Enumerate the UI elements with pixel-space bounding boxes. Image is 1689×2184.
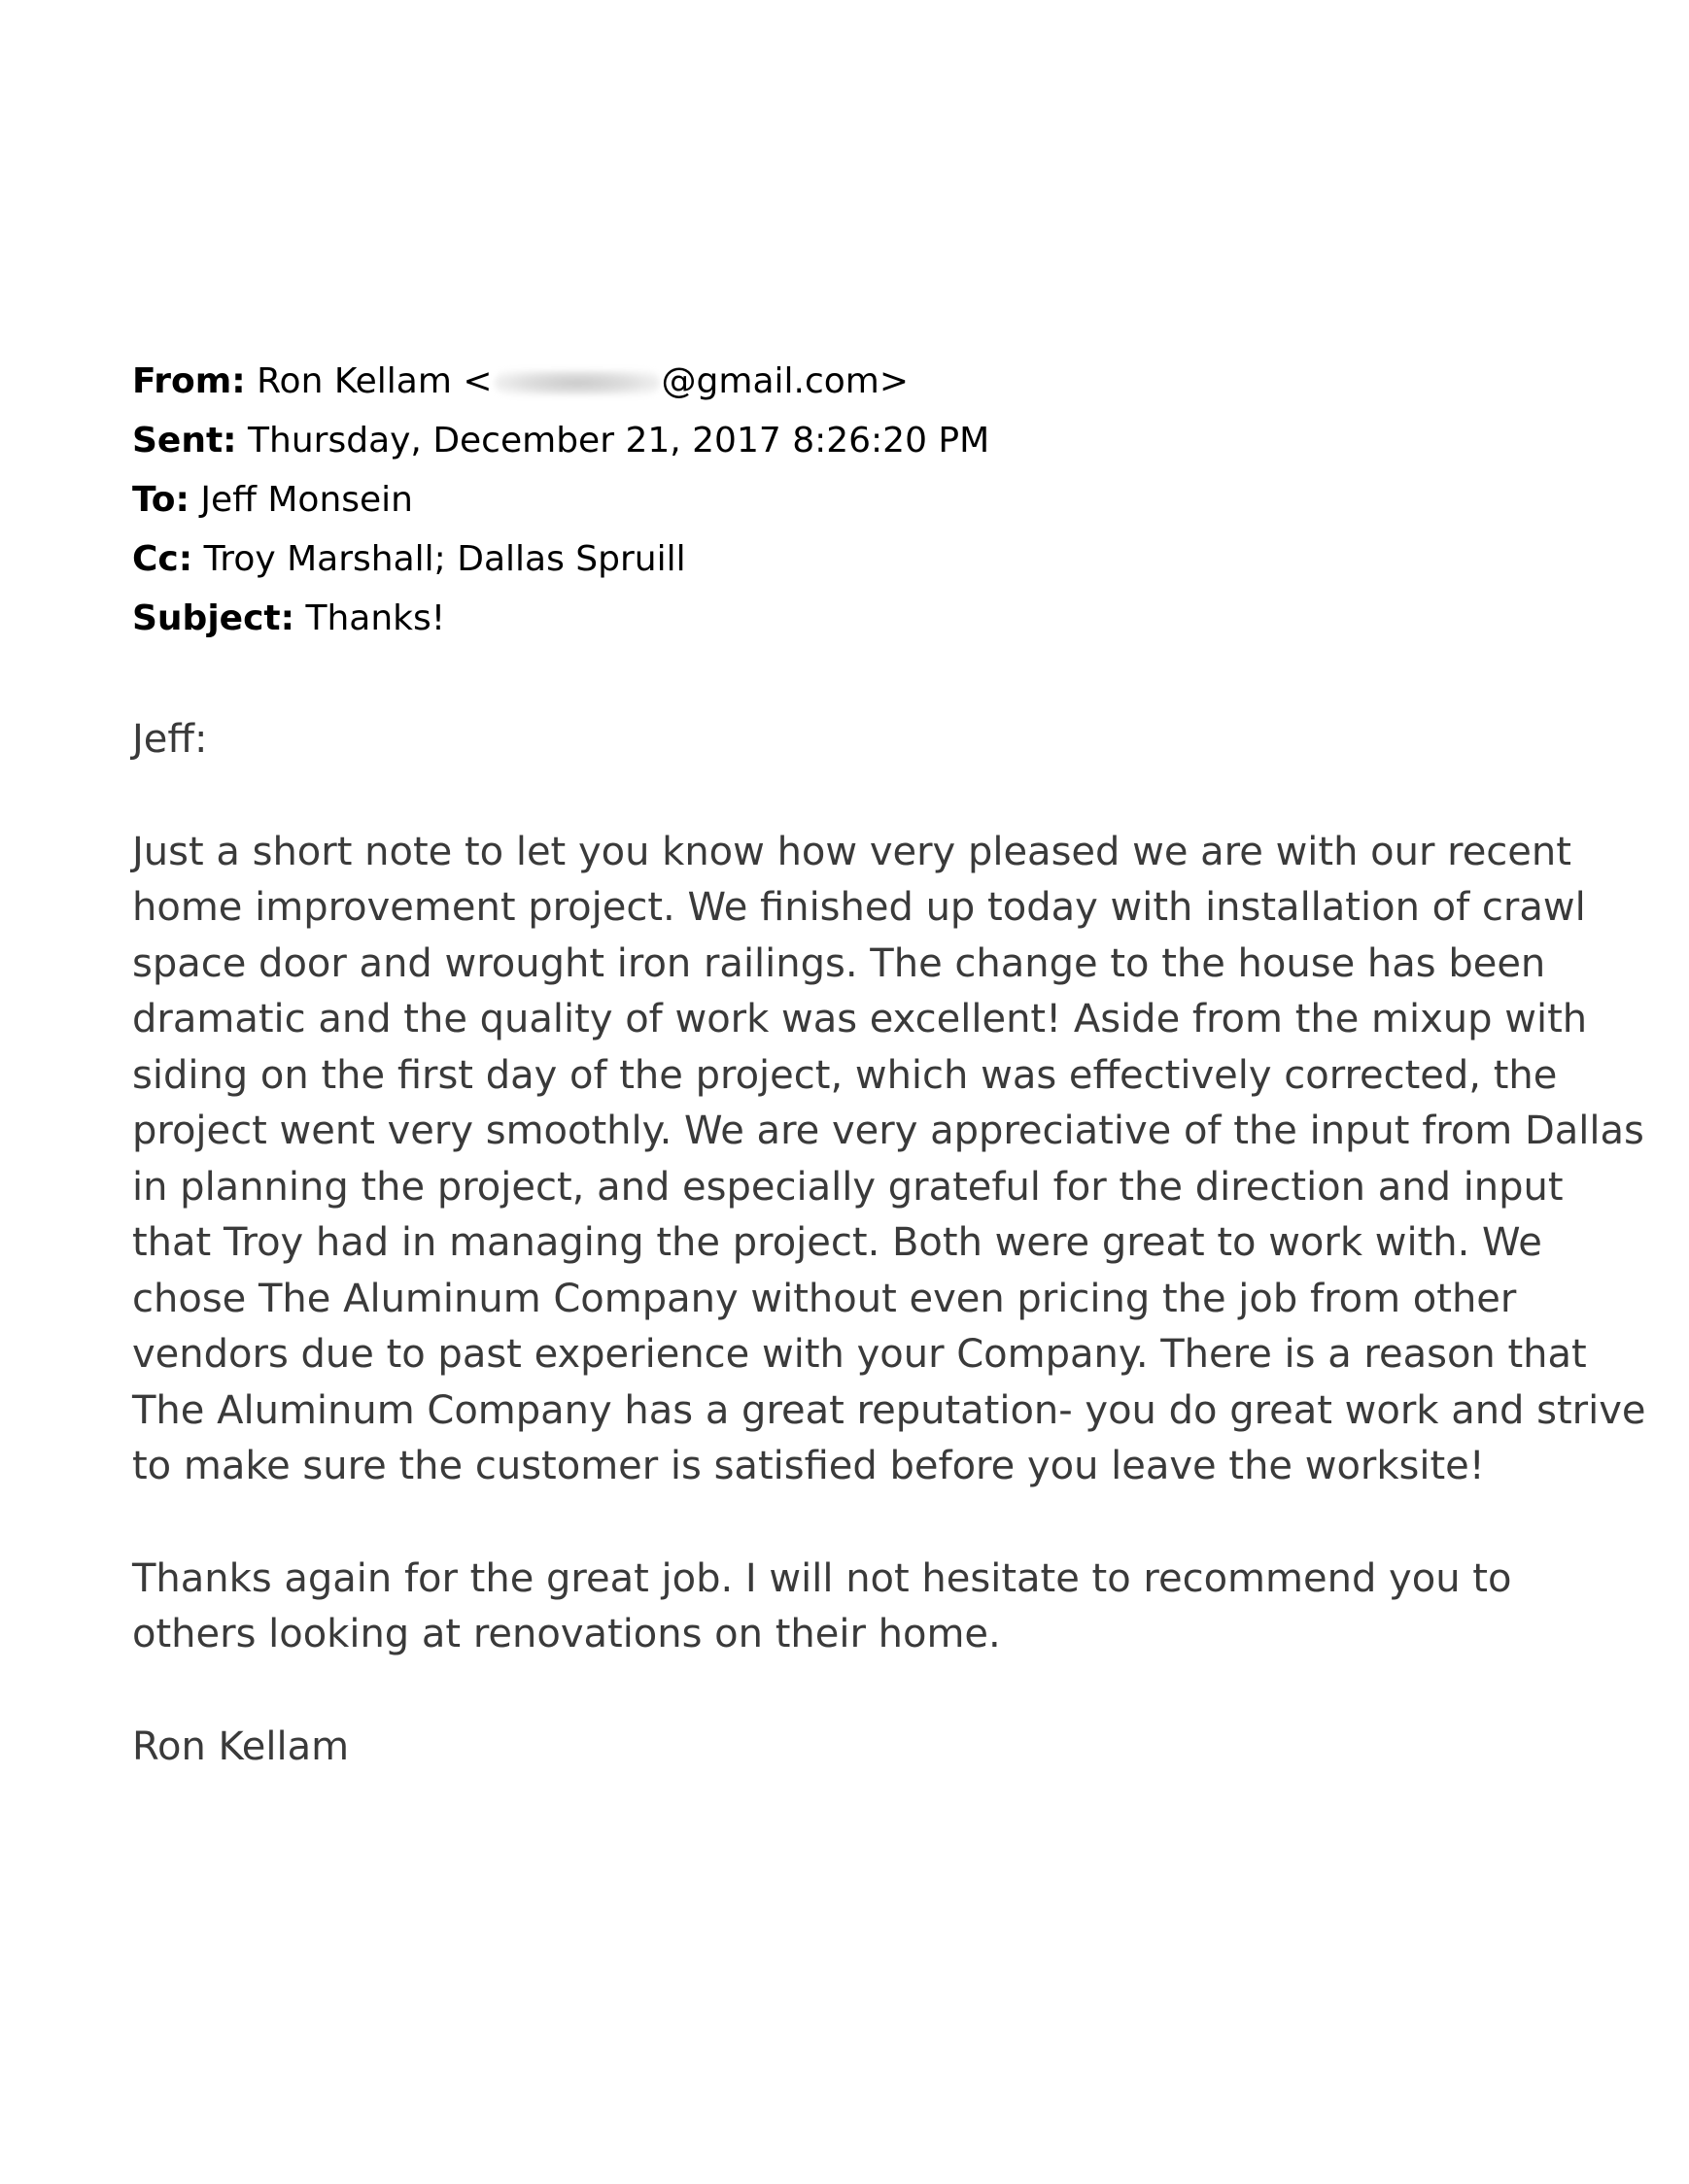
paragraph-line: dramatic and the quality of work was excellent! Aside from the mixup with [132,997,1588,1041]
signature: Ron Kellam [132,1723,350,1769]
to-line [132,470,1590,529]
paragraph-line: project went very smoothly. We are very appreciative of the input from Dallas [132,1109,1644,1153]
subject-line [132,589,1590,648]
paragraph-line: vendors due to past experience with your Company. There is a reason that [132,1332,1587,1377]
from-email-domain: @gmail.com> [661,361,910,401]
email-body [132,712,1646,1775]
paragraph-line: Just a short note to let you know how very pleased we are with our recent [132,829,1571,874]
paragraph-main [132,825,1646,1495]
redacted-email-blur [495,370,660,395]
to-value: Jeff Monsein [200,480,413,520]
paragraph-line: space door and wrought iron railings. The change to the house has been [132,940,1546,986]
cc-label: Cc: [132,539,193,579]
from-name: Ron Kellam < [257,361,493,401]
email-header [132,352,1590,648]
paragraph-line: chose The Aluminum Company without even pricing the job from other [132,1276,1517,1321]
paragraph-line: to make sure the customer is satisfied before you leave the worksite! [132,1444,1485,1488]
email-document [132,352,1646,1775]
to-label: To: [132,480,190,520]
sent-line [132,411,1590,470]
subject-label: Subject: [132,598,295,638]
sent-value: Thursday, December 21, 2017 8:26:20 PM [248,421,990,461]
paragraph-line: others looking at renovations on their home. [132,1612,1001,1656]
paragraph-line: siding on the first day of the project, which was effectively corrected, the [132,1052,1558,1098]
paragraph-line: Thanks again for the great job. I will not hesitate to recommend you to [132,1555,1512,1601]
paragraph-line: The Aluminum Company has a great reputation- you do great work and strive [132,1387,1646,1433]
cc-line [132,529,1590,589]
salutation: Jeff: [132,717,208,762]
paragraph-line: that Troy had in managing the project. Both were great to work with. We [132,1220,1542,1265]
sent-label: Sent: [132,421,237,461]
from-line [132,352,1590,411]
paragraph-closing [132,1552,1590,1663]
cc-value: Troy Marshall; Dallas Spruill [203,539,686,579]
paragraph-line: in planning the project, and especially grateful for the direction and input [132,1164,1564,1210]
from-label: From: [132,361,246,401]
paragraph-line: home improvement project. We finished up today with installation of crawl [132,885,1586,930]
subject-value: Thanks! [305,598,446,638]
